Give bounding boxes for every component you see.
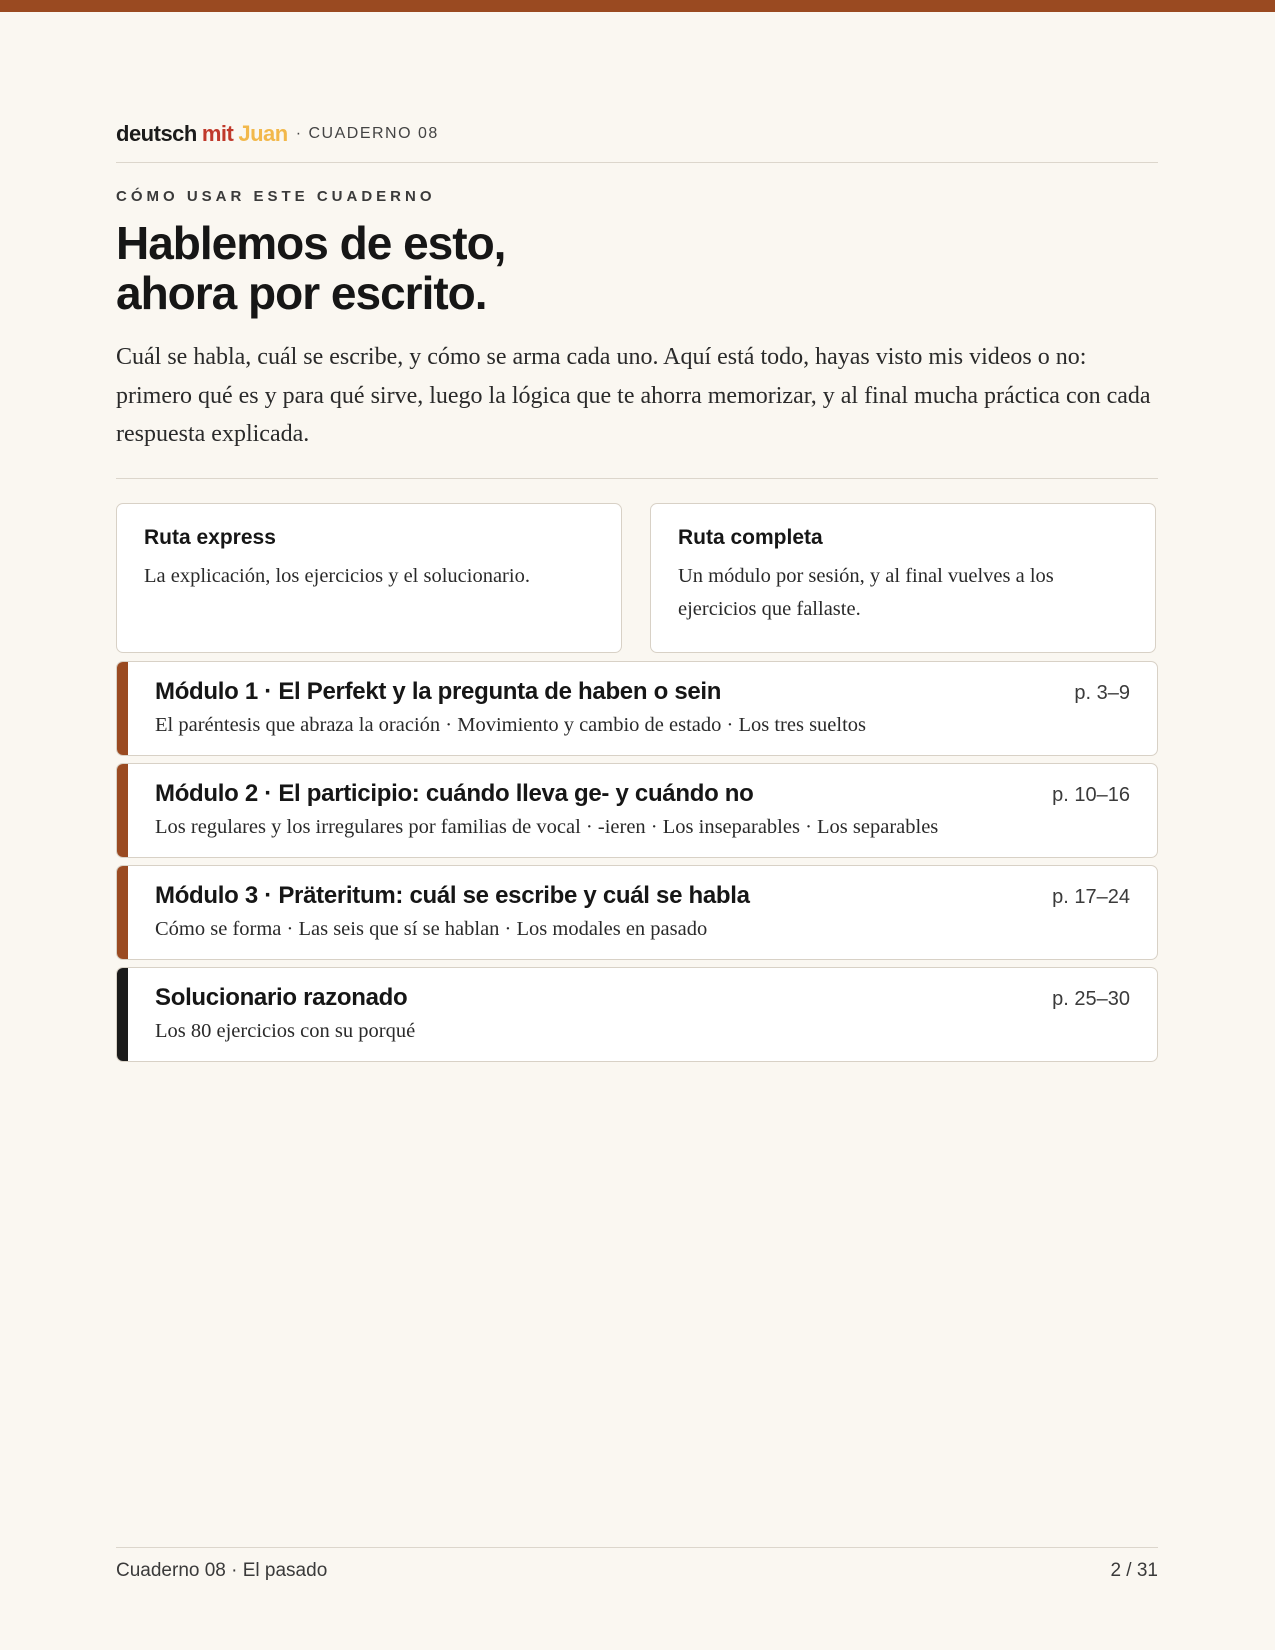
route-description: La explicación, los ejercicios y el solucionario. bbox=[144, 565, 530, 587]
module-title: Módulo 3 · Präteritum: cuál se escribe y cuál se habla bbox=[155, 882, 750, 909]
route-card-complete bbox=[650, 503, 1156, 653]
footer-divider bbox=[116, 1547, 1158, 1548]
module-pages: p. 10–16 bbox=[1052, 784, 1130, 806]
top-accent-bar bbox=[0, 0, 1275, 12]
solution-card bbox=[116, 967, 1158, 1062]
module-card-2 bbox=[116, 763, 1158, 858]
page-title-line-2: ahora por escrito. bbox=[116, 267, 487, 319]
section-eyebrow: CÓMO USAR ESTE CUADERNO bbox=[116, 188, 436, 205]
module-stripe bbox=[117, 866, 128, 959]
intro-paragraph: Cuál se habla, cuál se escribe, y cómo se arma cada uno. Aquí está todo, hayas visto mis videos o no: primero qué es y para qué sirve, luego la lógica que te ahorra memorizar, y al final mucha práctica con cada respuesta explicada. bbox=[116, 344, 1151, 447]
footer-title: Cuaderno 08 · El pasado bbox=[116, 1560, 328, 1581]
module-title: Módulo 2 · El participio: cuándo lleva ge- y cuándo no bbox=[155, 780, 754, 807]
module-stripe bbox=[117, 968, 128, 1061]
logo-word-deutsch: deutsch bbox=[116, 121, 197, 146]
page-title-line-1: Hablemos de esto, bbox=[116, 217, 506, 269]
module-stripe bbox=[117, 662, 128, 755]
logo-word-juan: Juan bbox=[238, 121, 288, 146]
logo-word-mit: mit bbox=[201, 121, 234, 146]
route-card-express bbox=[116, 503, 622, 653]
page-footer bbox=[116, 1560, 1158, 1582]
module-card-1 bbox=[116, 661, 1158, 756]
route-description: Un módulo por sesión, y al final vuelves a los ejercicios que fallaste. bbox=[678, 565, 1054, 620]
module-description: El paréntesis que abraza la oración · Movimiento y cambio de estado · Los tres sueltos bbox=[155, 714, 867, 736]
module-pages: p. 3–9 bbox=[1074, 682, 1130, 704]
module-pages: p. 25–30 bbox=[1052, 988, 1130, 1010]
route-title: Ruta express bbox=[144, 526, 276, 549]
intro-divider bbox=[116, 478, 1158, 479]
page-header bbox=[116, 118, 439, 150]
brand-logo bbox=[116, 121, 288, 147]
header-divider bbox=[116, 162, 1158, 163]
module-card-3 bbox=[116, 865, 1158, 960]
route-title: Ruta completa bbox=[678, 526, 823, 549]
module-description: Cómo se forma · Las seis que sí se hablan · Los modales en pasado bbox=[155, 918, 708, 940]
notebook-label: · CUADERNO 08 bbox=[295, 125, 439, 142]
page-number: 2 / 31 bbox=[1110, 1560, 1158, 1581]
module-title: Solucionario razonado bbox=[155, 984, 408, 1011]
page-title bbox=[116, 218, 505, 318]
module-description: Los regulares y los irregulares por familias de vocal · -ieren · Los inseparables · Los separables bbox=[155, 816, 939, 838]
module-description: Los 80 ejercicios con su porqué bbox=[155, 1020, 416, 1042]
module-title: Módulo 1 · El Perfekt y la pregunta de haben o sein bbox=[155, 678, 722, 705]
module-stripe bbox=[117, 764, 128, 857]
module-pages: p. 17–24 bbox=[1052, 886, 1130, 908]
